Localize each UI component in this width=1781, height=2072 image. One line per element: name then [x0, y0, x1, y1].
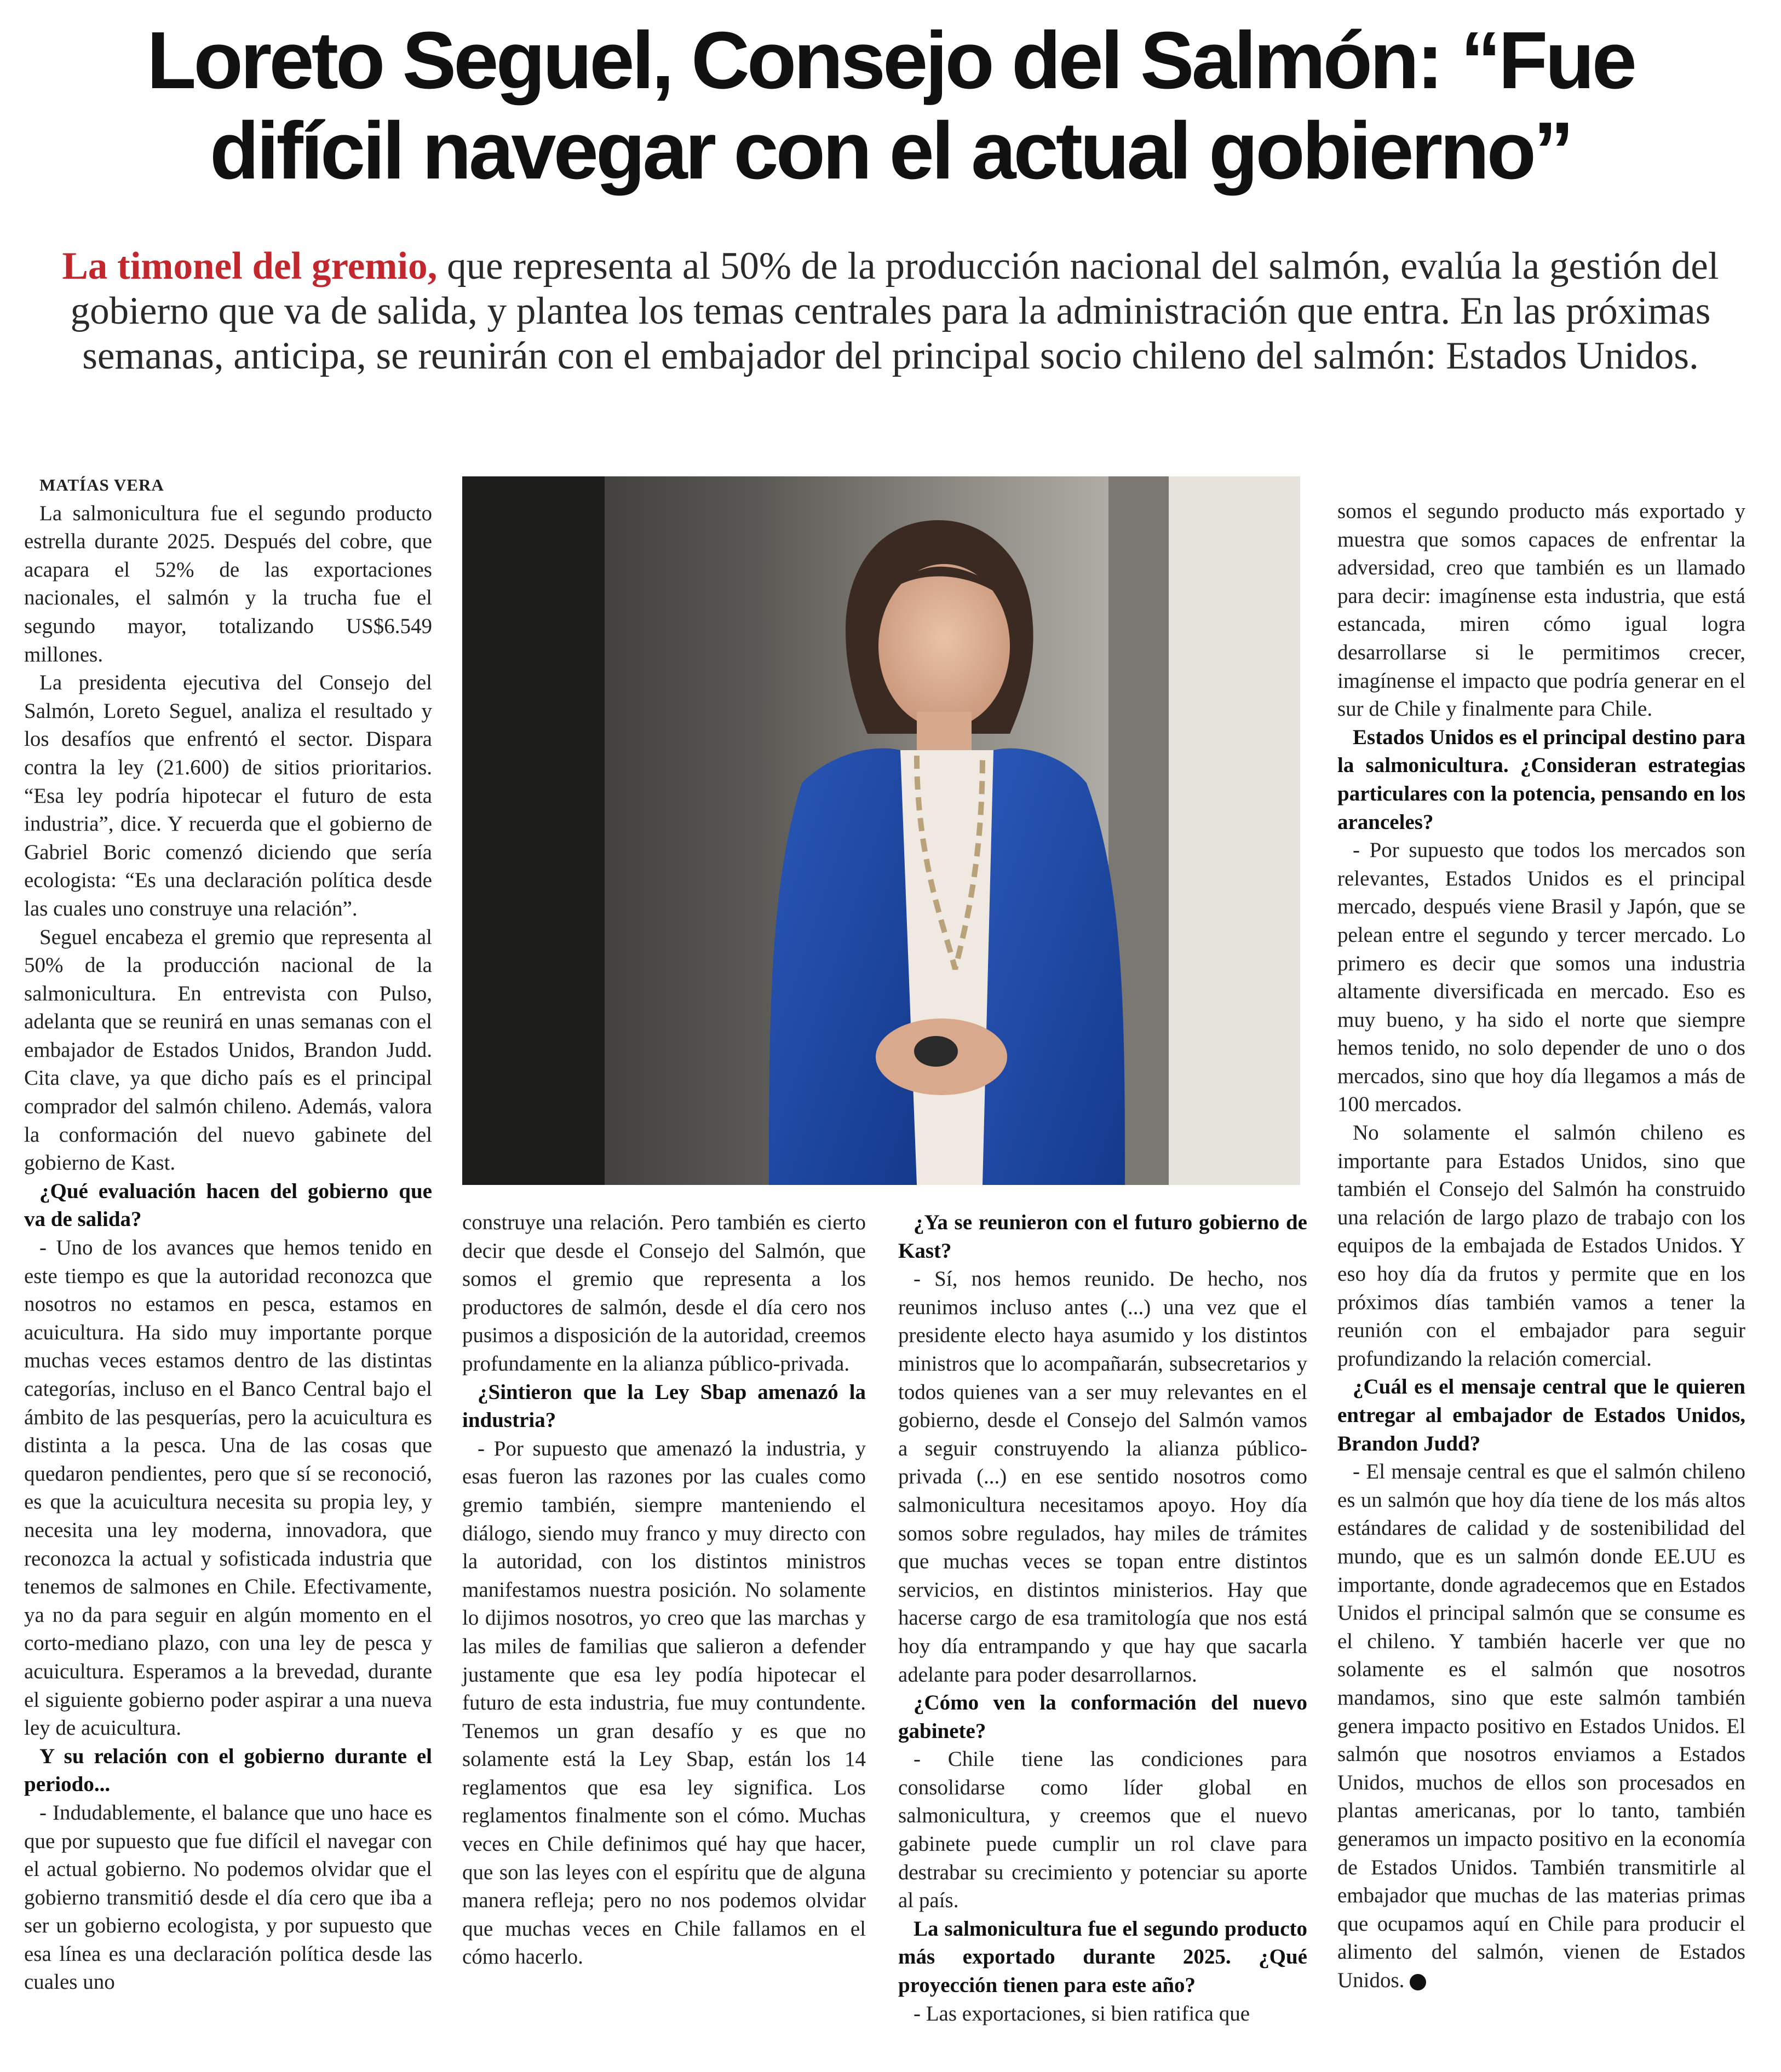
- question: ¿Cómo ven la conformación del nuevo gabinete?: [898, 1691, 1307, 1743]
- portrait-photo: [462, 476, 1300, 1185]
- paragraph: La presidenta ejecutiva del Consejo del Salmón, Loreto Seguel, analiza el resultado y los desafíos que enfrentó el sector. Dispara contra la ley (21.600) de sitios prioritarios. “Esa ley podría hipotecar el futuro de esta industria”, dice. Y recuerda que el gobierno de Gabriel Boric comenzó diciendo que sería ecologista: “Es una declaración política desde las cuales uno construye una relación”.: [24, 671, 432, 920]
- paragraph: construye una relación. Pero también es cierto decir que desde el Consejo del Salmón, que somos el gremio que representa a los productores de salmón, desde el día cero nos pusimos a disposición de la autoridad, creemos profundamente en la alianza público-privada.: [462, 1211, 866, 1375]
- paragraph: - Chile tiene las condiciones para consolidarse como líder global en salmonicultura, y creemos que el nuevo gabinete puede cumplir un rol clave para destrabar su crecimiento y potenciar su aporte al país.: [898, 1747, 1307, 1913]
- deck-kicker: La timonel del gremio,: [62, 245, 438, 287]
- deck: [49, 244, 1732, 378]
- column-3: [898, 1208, 1307, 2028]
- paragraph: - Uno de los avances que hemos tenido en este tiempo es que la autoridad reconozca que nosotros no estamos en pesca, estamos en acuicultura. Ha sido muy importante porque muchas veces estamos dentro de las distintas categorías, incluso en el Banco Central bajo el ámbito de las pesquerías, pero la acuicultura es distinta a la pesca. Una de las cosas que quedaron pendientes, pero que sí se reconoció, es que la acuicultura necesita su propia ley, y necesita una ley moderna, innovadora, que reconozca la actual y sofisticada industria que tenemos de salmones en Chile. Efectivamente, ya no da para seguir en algún momento en el corto-mediano plazo, con una ley de pesca y acuicultura. Esperamos a la brevedad, durante el siguiente gobierno poder aspirar a una nueva ley de acuicultura.: [24, 1236, 432, 1740]
- question: ¿Ya se reunieron con el futuro gobierno de Kast?: [898, 1211, 1307, 1263]
- byline: MATÍAS VERA: [39, 475, 164, 494]
- question: Estados Unidos es el principal destino para la salmonicultura. ¿Consideran estrategias particulares con la potencia, pensando en los aranceles?: [1337, 725, 1745, 834]
- paragraph: No solamente el salmón chileno es importante para Estados Unidos, sino que también el Consejo del Salmón ha construido una relación de largo plazo de trabajo con los equipos de la embajada de Estados Unidos. Y eso hoy día da frutos y permite que en los próximos días también vamos a tener la reunión con el embajador para seguir profundizando la relación comercial.: [1337, 1121, 1745, 1371]
- paragraph: Seguel encabeza el gremio que representa al 50% de la producción nacional de la salmonicultura. En entrevista con Pulso, adelanta que se reunirá en unas semanas con el embajador de Estados Unidos, Brandon Judd. Cita clave, ya que dicho país es el principal comprador del salmón chileno. Además, valora la conformación del nuevo gabinete del gobierno de Kast.: [24, 925, 432, 1175]
- paragraph: - Las exportaciones, si bien ratifica que: [914, 2001, 1250, 2025]
- end-mark-icon: P: [1410, 1974, 1426, 1990]
- column-1: [24, 471, 432, 1996]
- paragraph: - El mensaje central es que el salmón chileno es un salmón que hoy día tiene de los más altos estándares de calidad y de sostenibilidad del mundo, que es un salmón donde EE.UU es importante, donde agradecemos que en Estados Unidos el principal salmón que se consume es el chileno. Y también hacerle ver que no solamente es el salmón que nosotros mandamos, sino que este salmón también genera impacto positivo en Estados Unidos. El salmón que nosotros enviamos a Estados Unidos, muchos de ellos son procesados en plantas americanas, por lo tanto, también generamos un impacto positivo en la economía de Estados Unidos. También transmitirle al embajador que muchas de las materias primas que ocupamos aquí en Chile para producir el alimento del salmón, vienen de Estados Unidos. P: [1337, 1460, 1745, 1992]
- portrait-illustration: [462, 476, 1300, 1185]
- paragraph: La salmonicultura fue el segundo producto estrella durante 2025. Después del cobre, que acapara el 52% de las exportaciones nacionales, el salmón y la trucha fue el segundo mayor, totalizando US$6.549 millones.: [24, 501, 432, 666]
- paragraph: - Indudablemente, el balance que uno hace es que por supuesto que fue difícil el navegar con el actual gobierno. No podemos olvidar que el gobierno transmitió desde el día cero que iba a ser un gobierno ecologista, y por supuesto que esa línea es una declaración política desde las cuales uno: [24, 1800, 432, 1994]
- headline: Loreto Seguel, Consejo del Salmón: “Fue difícil navegar con el actual gobierno”: [146, 15, 1634, 196]
- question: ¿Sintieron que la Ley Sbap amenazó la industria?: [462, 1380, 866, 1432]
- column-2: [462, 1208, 866, 1971]
- question: ¿Qué evaluación hacen del gobierno que va de salida?: [24, 1179, 432, 1231]
- paragraph: - Sí, nos hemos reunido. De hecho, nos reunimos incluso antes (...) una vez que el presidente electo haya asumido y los distintos ministros que lo acompañarán, subsecretarios y todos quienes van a ser muy relevantes en el gobierno, desde el Consejo del Salmón vamos a seguir construyendo la alianza público-privada (...) en ese sentido nosotros como salmonicultura necesitamos apoyo. Hoy día somos sobre regulados, hay miles de trámites que muchas veces se topan entre distintos servicios, en distintos ministerios. Hay que hacerse cargo de esa tramitología que nos está hoy día entrampando y que hay que sacarla adelante para poder desarrollarnos.: [898, 1267, 1307, 1687]
- column-4: [1337, 497, 1745, 1994]
- question: Y su relación con el gobierno durante el periodo...: [24, 1744, 432, 1797]
- paragraph: - Por supuesto que todos los mercados son relevantes, Estados Unidos es el principal mercado, después viene Brasil y Japón, que se pelean entre el segundo y tercer mercado. Lo primero es decir que somos una industria altamente diversificada en mercado. Eso es muy bueno, y ha sido el norte que siempre hemos tenido, no solo depender de uno o dos mercados, sino que hoy día llegamos a más de 100 mercados.: [1337, 838, 1745, 1116]
- deck-text: que representa al 50% de la producción nacional del salmón, evalúa la gestión del gobierno que va de salida, y plantea los temas centrales para la administración que entra. En las próximas semanas, anticipa, se reunirán con el embajador del principal socio chileno del salmón: Estados Unidos.: [70, 245, 1719, 377]
- paragraph: somos el segundo producto más exportado y muestra que somos capaces de enfrentar la adversidad, creo que también es un llamado para decir: imagínense esta industria, que está estancada, miren cómo igual logra desarrollarse si le permitimos crecer, imagínense el impacto que podría generar en el sur de Chile y finalmente para Chile.: [1337, 499, 1745, 721]
- paragraph: - Por supuesto que amenazó la industria, y esas fueron las razones por las cuales como gremio también, siempre manteniendo el diálogo, siendo muy franco y muy directo con la autoridad, con los distintos ministros manifestamos nuestra posición. No solamente lo dijimos nosotros, yo creo que las marchas y las miles de familias que salieron a defender justamente que esa ley podía hipotecar el futuro de esta industria, fue muy contundente. Tenemos un gran desafío y es que no solamente está la Ley Sbap, están los 14 reglamentos que esa ley significa. Los reglamentos finalmente son el cómo. Muchas veces en Chile definimos qué hay que hacer, que son las leyes con el espíritu que de alguna manera refleja; pero no nos podemos olvidar que muchas veces en Chile fallamos en el cómo hacerlo.: [462, 1436, 866, 1969]
- question: La salmonicultura fue el segundo producto más exportado durante 2025. ¿Qué proyección tienen para este año?: [898, 1916, 1307, 1998]
- question: ¿Cuál es el mensaje central que le quieren entregar al embajador de Estados Unidos, Brandon Judd?: [1337, 1375, 1745, 1455]
